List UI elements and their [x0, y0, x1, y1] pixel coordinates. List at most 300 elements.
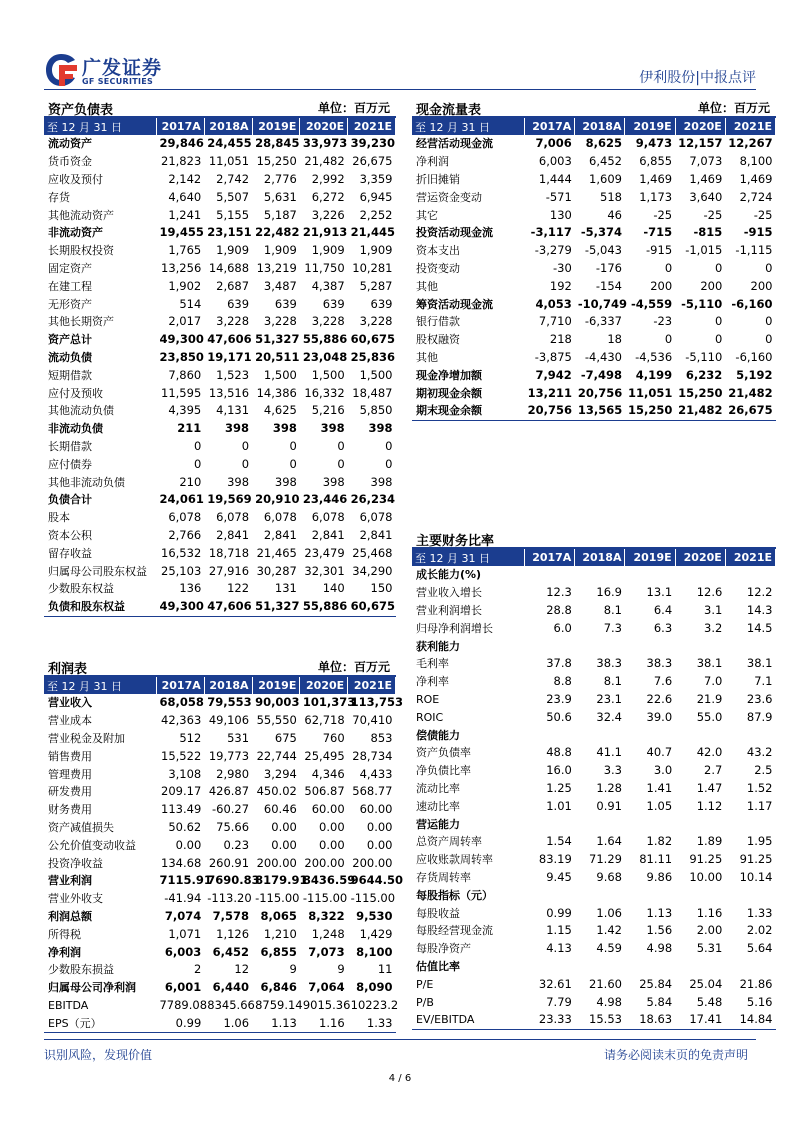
cell-value: 0.00 — [366, 819, 393, 834]
cell-value: -5,110 — [685, 349, 723, 364]
cell-value: 7690.83 — [207, 873, 260, 888]
table-row — [412, 958, 776, 976]
row-label: 净利率 — [416, 675, 449, 689]
cell-value: 4,199 — [635, 367, 673, 382]
cell-value: 20,756 — [525, 402, 575, 420]
table-row — [44, 925, 396, 943]
cell-value: 398 — [320, 421, 345, 436]
row-label: 营运能力 — [416, 817, 460, 831]
cell-value — [675, 566, 725, 584]
row-label: 其他流动资产 — [48, 208, 114, 222]
cell-value: 3,108 — [168, 766, 202, 781]
cell-value: 14,386 — [256, 385, 297, 400]
row-label: 经营活动现金流 — [416, 137, 493, 151]
footer-disclaimer-note: 请务必阅读末页的免责声明 — [603, 1048, 748, 1062]
cell-value: 3,228 — [216, 314, 250, 329]
column-header-year: 2017A — [525, 118, 575, 135]
row-label: 流动负债 — [48, 350, 92, 364]
cell-value: 23.9 — [546, 691, 572, 706]
cell-value: 55,886 — [302, 332, 348, 347]
cell-value: 28.8 — [546, 602, 572, 617]
cell-value: 12.2 — [746, 585, 773, 600]
cell-value: 131 — [274, 581, 297, 596]
cell-value: 0 — [714, 260, 723, 275]
cell-value: 32,301 — [304, 563, 345, 578]
cell-value: 20,910 — [255, 492, 300, 507]
cell-value: 1,500 — [263, 367, 297, 382]
cell-value: -113.20 — [207, 891, 252, 906]
cell-value: 5,187 — [263, 207, 297, 222]
cell-value — [725, 637, 775, 655]
cell-value: 398 — [322, 474, 345, 489]
cell-value: 4,131 — [216, 403, 250, 418]
cell-value: 1,902 — [168, 278, 202, 293]
cell-value: 0 — [385, 456, 393, 471]
cell-value: 8,322 — [308, 908, 345, 923]
cell-value: -5,043 — [584, 243, 622, 258]
row-label: 留存收益 — [48, 546, 92, 560]
cell-value: 122 — [227, 581, 250, 596]
row-label: 营业成本 — [48, 714, 92, 728]
cell-value — [725, 886, 775, 904]
table-row — [412, 260, 776, 278]
cell-value — [525, 726, 575, 744]
cell-value: 39,230 — [350, 136, 396, 151]
column-header-year: 2018A — [575, 118, 625, 135]
cell-value: 19,455 — [159, 225, 204, 240]
cell-value: 16.0 — [546, 763, 572, 778]
unit-label: 单位：百万元 — [317, 660, 390, 674]
cell-value: -10,749 — [577, 296, 627, 311]
cell-value: 5,216 — [311, 403, 345, 418]
cell-value: 2,841 — [263, 527, 297, 542]
row-label: 利润总额 — [48, 909, 92, 923]
cell-value: 8,100 — [739, 154, 773, 169]
cell-value: 7,710 — [538, 314, 572, 329]
table-row — [44, 562, 396, 580]
cell-value: 18.63 — [625, 1011, 675, 1029]
cell-value: 0 — [765, 260, 773, 275]
cell-value: 5,850 — [359, 403, 393, 418]
cell-value: 6,452 — [589, 154, 622, 169]
cell-value: 0 — [241, 438, 250, 453]
cell-value: 1,444 — [538, 171, 572, 186]
cell-value: 200 — [750, 278, 773, 293]
cell-value: 26,675 — [725, 402, 775, 420]
cell-value: 2,687 — [216, 278, 250, 293]
cell-value: 23,446 — [302, 492, 348, 507]
cell-value: 23,850 — [159, 349, 204, 364]
row-label: 公允价值变动收益 — [48, 838, 136, 852]
cell-value: 1.41 — [646, 780, 673, 795]
cell-value: 8436.59 — [302, 873, 356, 888]
table-row — [412, 637, 776, 655]
cell-value: 6,078 — [263, 510, 297, 525]
cell-value: 21.60 — [589, 976, 622, 991]
cell-value: 12 — [234, 962, 250, 977]
cell-value: 21.86 — [739, 976, 773, 991]
cell-value: 1.12 — [696, 798, 723, 813]
cell-value: 14.5 — [746, 620, 773, 635]
cell-value: -6,160 — [731, 296, 773, 311]
cell-value: 1.33 — [348, 1014, 396, 1032]
logo-text-cn: 广发证券 — [82, 57, 163, 79]
cell-value: 1.47 — [696, 780, 723, 795]
row-label: ROIC — [416, 710, 444, 724]
table-row — [44, 872, 396, 890]
cell-value: 5,287 — [359, 278, 393, 293]
cell-value: 55.0 — [696, 709, 723, 724]
cell-value: 0.91 — [596, 798, 622, 813]
column-header-year: 2021E — [348, 118, 396, 135]
cell-value: 2,742 — [216, 171, 250, 186]
page-number: 4 / 6 — [388, 1073, 412, 1084]
cell-value: 4.13 — [546, 941, 572, 956]
row-label: EBITDA — [48, 998, 89, 1012]
table-row — [44, 349, 396, 367]
cell-value: 6,452 — [212, 944, 250, 959]
cell-value: 0.99 — [546, 905, 572, 920]
cell-value: 23,479 — [304, 545, 345, 560]
cell-value: 5.31 — [696, 941, 723, 956]
cell-value: 639 — [227, 296, 250, 311]
row-label: 流动资产 — [48, 137, 92, 151]
cell-value: 19,569 — [207, 492, 252, 507]
cell-value: 34,290 — [352, 563, 393, 578]
column-header-year: 2018A — [575, 549, 625, 566]
row-label: 每股净资产 — [416, 942, 471, 956]
row-label: 管理费用 — [48, 767, 92, 781]
cell-value: 7,073 — [689, 154, 723, 169]
column-header-year: 2021E — [348, 677, 396, 694]
cell-value: 7.0 — [704, 674, 723, 689]
cell-value: 1.16 — [300, 1014, 348, 1032]
cell-value: 11 — [377, 962, 393, 977]
cell-value: 9644.50 — [350, 873, 404, 888]
cell-value: 23,048 — [302, 349, 348, 364]
cell-value — [675, 886, 725, 904]
cell-value: 23.6 — [746, 691, 773, 706]
cell-value: 0 — [664, 332, 673, 347]
cell-value: 25,468 — [352, 545, 393, 560]
cell-value — [575, 726, 625, 744]
cell-value: -25 — [653, 207, 673, 222]
cell-value: 26,675 — [352, 154, 393, 169]
row-label: 存货 — [48, 190, 70, 204]
table-row — [44, 260, 396, 278]
cell-value: 150 — [370, 581, 393, 596]
cell-value: 60.46 — [263, 802, 297, 817]
table-row — [44, 473, 396, 491]
cell-value: 90,003 — [255, 695, 300, 710]
cell-value: 9.45 — [546, 869, 572, 884]
table-row — [412, 904, 776, 922]
cell-value: 1,500 — [311, 367, 345, 382]
table-row — [412, 402, 776, 420]
cell-value: 13,219 — [256, 260, 297, 275]
cell-value: 15.53 — [575, 1011, 625, 1029]
row-label: 每股经营现金流 — [416, 924, 493, 938]
table-row — [44, 509, 396, 527]
cell-value: 1,909 — [311, 243, 345, 258]
row-label: 应付及预收 — [48, 386, 103, 400]
table-row — [44, 313, 396, 331]
cell-value: 8345.66 — [207, 997, 255, 1012]
cell-value: 218 — [549, 332, 572, 347]
cell-value: 0 — [385, 438, 393, 453]
cell-value: 113.49 — [161, 802, 202, 817]
cell-value: 6,272 — [311, 189, 345, 204]
column-header-year: 2017A — [156, 118, 204, 135]
cell-value: 639 — [274, 296, 297, 311]
cell-value: 1,210 — [263, 926, 297, 941]
table-row — [44, 854, 396, 872]
income-statement-header — [44, 655, 396, 677]
cell-value: 1.05 — [646, 798, 673, 813]
row-label: 营业税金及附加 — [48, 731, 125, 745]
cell-value: 0.00 — [319, 819, 345, 834]
cell-value: 23,151 — [207, 225, 252, 240]
table-row — [412, 940, 776, 958]
row-label: 折旧摊销 — [416, 172, 460, 186]
cell-value: 260.91 — [208, 855, 250, 870]
cell-value — [525, 637, 575, 655]
column-header-year: 2020E — [300, 118, 348, 135]
row-label: 股本 — [48, 511, 70, 525]
cell-value: 3,228 — [359, 314, 393, 329]
row-label: EV/EBITDA — [412, 1011, 525, 1029]
cell-value: 6,078 — [168, 510, 202, 525]
row-label: 银行借款 — [416, 315, 460, 329]
cell-value: 42.0 — [696, 745, 723, 760]
table-row — [44, 730, 396, 748]
cell-value: 42,363 — [161, 713, 202, 728]
cell-value: 14,688 — [208, 260, 250, 275]
cell-value: 5,631 — [263, 189, 297, 204]
row-label: 其他非流动负债 — [48, 475, 125, 489]
cell-value: 4.59 — [596, 941, 622, 956]
row-label: 营业外收支 — [48, 892, 103, 906]
cell-value — [625, 726, 675, 744]
balance-sheet-header — [44, 96, 396, 118]
column-header-year: 2021E — [725, 549, 775, 566]
row-label: 其它 — [416, 208, 438, 222]
cell-value: 0.00 — [366, 837, 393, 852]
cell-value: -4,536 — [635, 349, 673, 364]
row-label: P/E — [416, 977, 434, 991]
cell-value: 25,495 — [304, 748, 345, 763]
cell-value: 4.98 — [596, 994, 622, 1009]
cell-value: 28,845 — [255, 136, 300, 151]
column-header-date: 至 12 月 31 日 — [44, 677, 156, 694]
cell-value — [525, 815, 575, 833]
cell-value: 40.7 — [646, 745, 673, 760]
cell-value: 79,553 — [207, 695, 252, 710]
cell-value: 11,595 — [161, 385, 202, 400]
table-row — [412, 833, 776, 851]
table-row — [412, 886, 776, 904]
cell-value: 506.87 — [304, 784, 345, 799]
cell-value: 1,469 — [689, 171, 723, 186]
cell-value: 25,836 — [350, 349, 396, 364]
cell-value: 7.1 — [754, 674, 773, 689]
cell-value: 0.00 — [271, 819, 297, 834]
cell-value: 1.15 — [546, 923, 572, 938]
table-row — [412, 153, 776, 171]
cell-value: -815 — [693, 225, 723, 240]
cell-value: 7115.91 — [159, 873, 212, 888]
cell-value: 1,126 — [216, 926, 250, 941]
table-row — [44, 366, 396, 384]
cell-value: 2,992 — [311, 171, 345, 186]
column-header-year: 2019E — [625, 118, 675, 135]
cell-value: 1.64 — [596, 834, 622, 849]
cell-value: 760 — [322, 730, 345, 745]
table-row — [412, 708, 776, 726]
cell-value — [725, 958, 775, 976]
cell-value: 6,846 — [260, 980, 297, 995]
cell-value: 1.82 — [646, 834, 673, 849]
cell-value: 200.00 — [304, 855, 345, 870]
cell-value: 0 — [241, 456, 250, 471]
cell-value: 7,064 — [308, 980, 345, 995]
cell-value: 6.3 — [653, 620, 673, 635]
cell-value: 4,395 — [168, 403, 202, 418]
cell-value: -5,110 — [681, 296, 723, 311]
row-label: 所得税 — [48, 927, 81, 941]
column-header-year: 2020E — [675, 549, 725, 566]
cell-value: 37.8 — [546, 656, 572, 671]
cell-value: 5,507 — [216, 189, 250, 204]
row-label: 筹资活动现金流 — [416, 297, 493, 311]
row-label: 在建工程 — [48, 279, 92, 293]
table-row — [44, 331, 396, 349]
column-header-year: 2018A — [204, 118, 252, 135]
cell-value: 21,913 — [302, 225, 348, 240]
cell-value: 11,750 — [304, 260, 345, 275]
cell-value: 7789.08 — [159, 997, 208, 1012]
cell-value: 0 — [765, 314, 773, 329]
footer-slogan: 识别风险，发现价值 — [44, 1048, 153, 1062]
cell-value: 3.1 — [704, 602, 723, 617]
section-title: 现金流量表 — [416, 103, 482, 118]
cell-value: 32.4 — [596, 709, 622, 724]
logo-text-en: GF SECURITIES — [82, 77, 154, 86]
cell-value: 68,058 — [159, 695, 204, 710]
cell-value: 48.8 — [546, 745, 572, 760]
row-label: 资产总计 — [48, 333, 92, 347]
cell-value: -4,559 — [630, 296, 673, 311]
row-label: 资本支出 — [416, 244, 460, 258]
cell-value: 1,500 — [359, 367, 393, 382]
financial-ratios-header — [412, 527, 776, 549]
cell-value: 12.3 — [546, 585, 572, 600]
row-label: 每股指标（元） — [416, 888, 493, 902]
cell-value: 2,724 — [739, 189, 773, 204]
cell-value: 113,753 — [350, 695, 404, 710]
cell-value: -3,117 — [530, 225, 572, 240]
cell-value: 49,300 — [156, 598, 204, 616]
table-row — [44, 819, 396, 837]
row-label: 期初现金余额 — [416, 386, 482, 400]
cell-value: 0.00 — [319, 837, 345, 852]
table-row — [412, 313, 776, 331]
cell-value: 512 — [179, 730, 202, 745]
cell-value: 4.98 — [646, 941, 673, 956]
income-statement-table — [44, 677, 404, 1033]
cell-value: 14.3 — [746, 602, 773, 617]
cell-value: 2,841 — [311, 527, 345, 542]
cell-value: 12,157 — [678, 136, 723, 151]
table-row — [412, 224, 776, 242]
cell-value: 0.00 — [271, 837, 297, 852]
cell-value: 1,241 — [168, 207, 202, 222]
footer-divider — [44, 1039, 756, 1040]
cell-value: 2,766 — [168, 527, 202, 542]
cell-value: 13.1 — [646, 585, 673, 600]
column-header-year: 2020E — [300, 677, 348, 694]
table-row — [412, 366, 776, 384]
cell-value: 1.95 — [746, 834, 773, 849]
row-label: 短期借款 — [48, 368, 92, 382]
unit-label: 单位：百万元 — [697, 101, 770, 115]
cell-value: 1,469 — [639, 171, 673, 186]
row-label: 其他流动负债 — [48, 404, 114, 418]
table-row — [44, 765, 396, 783]
cell-value: 140 — [322, 581, 345, 596]
cell-value: 9 — [337, 962, 345, 977]
cell-value: 1,469 — [739, 171, 773, 186]
table-row — [44, 438, 396, 456]
cell-value: 7.3 — [603, 620, 622, 635]
cell-value: 55,886 — [300, 598, 348, 616]
cell-value: 10223.2 — [350, 997, 399, 1012]
cell-value: 26,234 — [350, 492, 396, 507]
cell-value: -23 — [653, 314, 673, 329]
cell-value: 13,256 — [161, 260, 202, 275]
cell-value: 13,516 — [208, 385, 250, 400]
cell-value: -115.00 — [350, 891, 396, 906]
cell-value — [575, 886, 625, 904]
column-header-year: 2018A — [204, 677, 252, 694]
row-label: 长期股权投资 — [48, 244, 114, 258]
cell-value: 4,625 — [263, 403, 297, 418]
section-title: 主要财务比率 — [416, 534, 495, 549]
cell-value: 13,211 — [527, 385, 573, 400]
balance-sheet-table — [44, 118, 396, 617]
cell-value: 18 — [607, 332, 622, 347]
column-header-year: 2017A — [525, 549, 575, 566]
table-row — [412, 655, 776, 673]
table-row — [44, 491, 396, 509]
row-label: 每股收益 — [416, 906, 460, 920]
cell-value: -41.94 — [164, 891, 202, 906]
table-row — [412, 584, 776, 602]
cell-value — [625, 815, 675, 833]
cell-value: 21,465 — [256, 545, 297, 560]
cell-value: 3,228 — [311, 314, 345, 329]
row-label: P/B — [416, 995, 434, 1009]
cell-value: 4,640 — [168, 189, 202, 204]
cell-value: 3,228 — [263, 314, 297, 329]
row-label: 现金净增加额 — [416, 368, 482, 382]
cell-value: 3.3 — [603, 763, 622, 778]
cell-value: 0 — [289, 456, 297, 471]
cell-value: 9.86 — [646, 869, 673, 884]
cell-value: 211 — [177, 421, 202, 436]
cell-value: 6,003 — [538, 154, 572, 169]
row-label: 获利能力 — [416, 639, 460, 653]
